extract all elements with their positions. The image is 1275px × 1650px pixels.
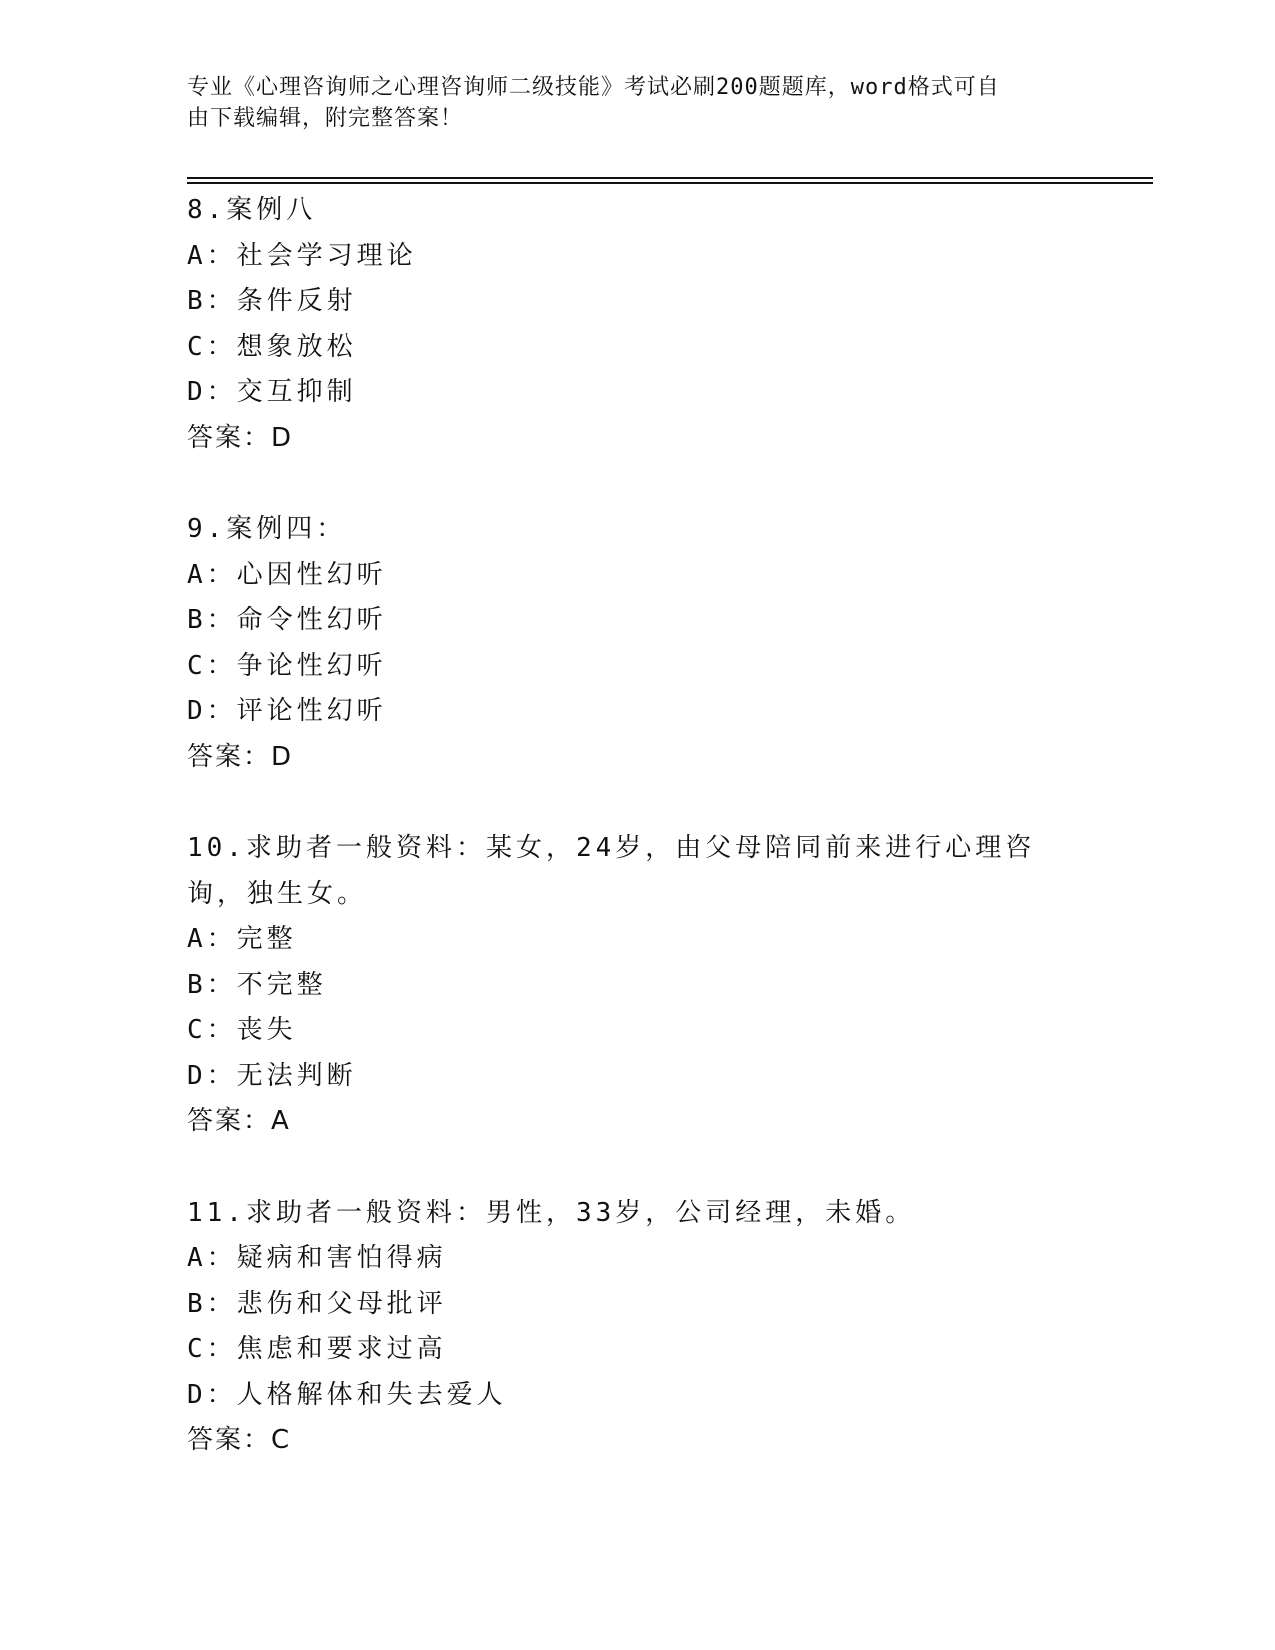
header-divider-bottom	[187, 182, 1153, 184]
header-divider-top	[187, 177, 1153, 179]
option-d: D：无法判断	[187, 1060, 357, 1091]
question-9	[187, 507, 1087, 780]
option-a: A：社会学习理论	[187, 240, 417, 271]
option-d: D：评论性幻听	[187, 696, 387, 726]
option-d: D：人格解体和失去爱人	[187, 1379, 507, 1410]
answer-label: 答案：C	[187, 1425, 292, 1455]
question-stem: 10.求助者一般资料：某女，24岁，由父母陪同前来进行心理咨询，独生女。	[187, 833, 1036, 909]
question-stem: 8.案例八	[187, 195, 317, 225]
option-d: D：交互抑制	[187, 377, 357, 407]
option-b: B：不完整	[187, 969, 327, 1000]
option-a: A：完整	[187, 924, 297, 954]
option-c: C：争论性幻听	[187, 650, 387, 681]
question-list	[187, 188, 1087, 1510]
option-c: C：焦虑和要求过高	[187, 1334, 447, 1364]
option-a: A：心因性幻听	[187, 559, 387, 590]
option-a: A：疑病和害怕得病	[187, 1243, 447, 1273]
header-line-1: 专业《心理咨询师之心理咨询师二级技能》考试必刷200题题库，word格式可自	[187, 75, 1000, 100]
question-8	[187, 188, 1087, 461]
option-b: B：命令性幻听	[187, 605, 387, 635]
question-stem: 9.案例四：	[187, 514, 347, 544]
header-line-2: 由下载编辑，附完整答案！	[187, 106, 464, 131]
document-header	[187, 72, 1087, 134]
option-b: B：悲伤和父母批评	[187, 1288, 447, 1319]
answer-label: 答案：A	[187, 1106, 291, 1136]
option-b: B：条件反射	[187, 286, 357, 316]
answer-label: 答案：D	[187, 422, 294, 453]
question-stem: 11.求助者一般资料：男性，33岁，公司经理，未婚。	[187, 1197, 916, 1228]
option-c: C：想象放松	[187, 331, 357, 362]
option-c: C：丧失	[187, 1015, 297, 1045]
answer-label: 答案：D	[187, 741, 294, 772]
question-10	[187, 826, 1087, 1145]
question-11	[187, 1191, 1087, 1464]
